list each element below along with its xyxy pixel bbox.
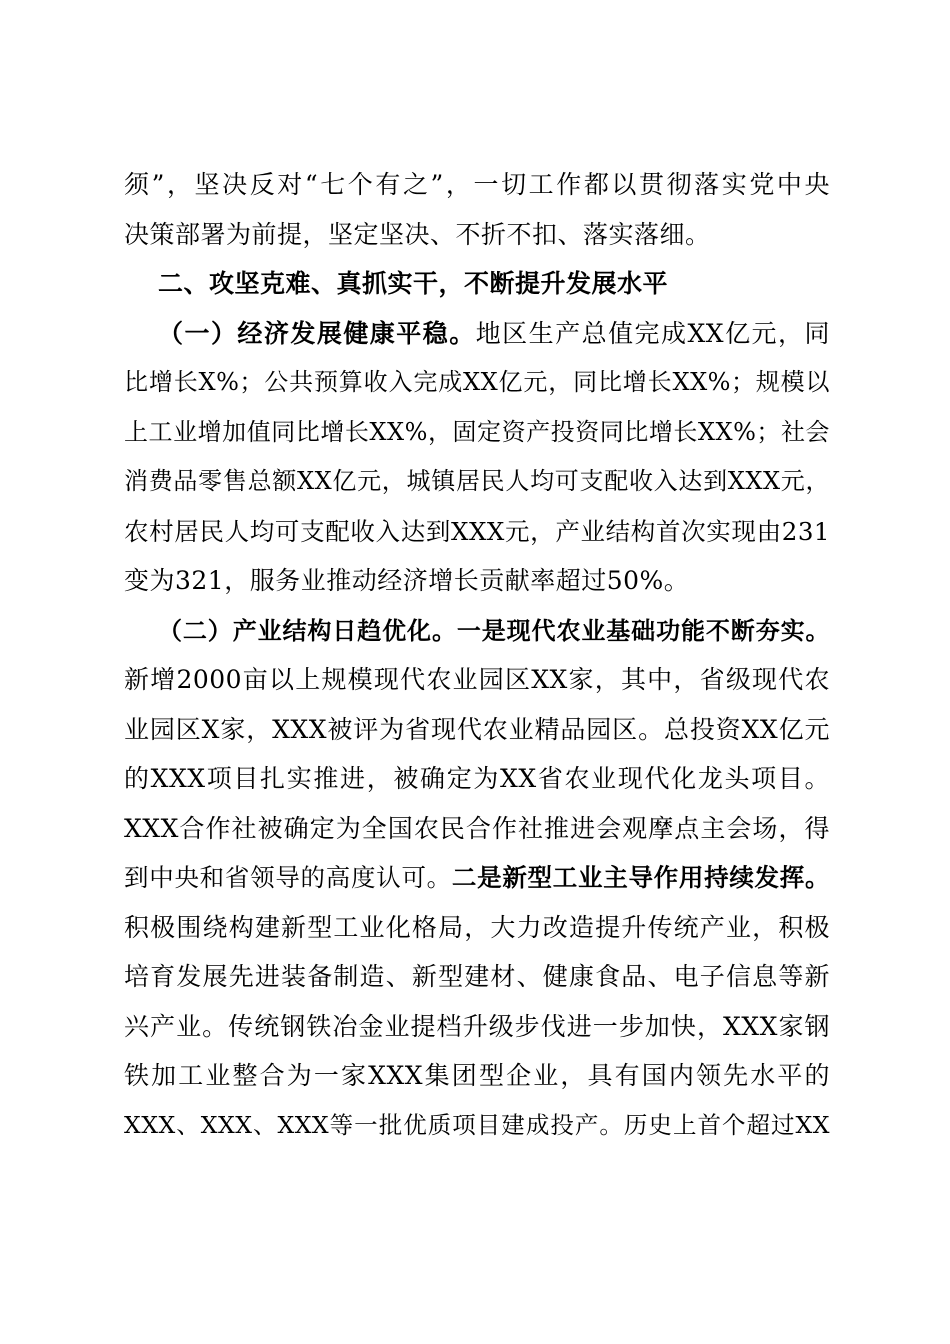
text: 兴产业。传统钢铁冶金业提档升级步伐进一步加快，XXX家钢 (124, 1011, 830, 1041)
subheading: （一）经济发展健康平稳。 (158, 318, 476, 348)
text-line (124, 853, 830, 903)
text-line (124, 507, 830, 557)
text: XXX合作社被确定为全国农民合作社推进会观摩点主会场，得 (124, 813, 830, 843)
text-line (124, 210, 830, 260)
text: 新增2000亩以上规模现代农业园区XX家，其中，省级现代农 (124, 665, 830, 694)
text-line (124, 309, 830, 359)
text: 积极围绕构建新型工业化格局，大力改造提升传统产业，积极 (124, 912, 830, 942)
text: 培育发展先进装备制造、新型建材、健康食品、电子信息等新 (124, 962, 830, 991)
text: 铁加工业整合为一家XXX集团型企业，具有国内领先水平的 (124, 1061, 830, 1090)
text-line (124, 754, 830, 804)
text: XXX、XXX、XXX等一批优质项目建成投产。历史上首个超过XX (124, 1110, 830, 1139)
text-line (124, 705, 830, 755)
text: 上工业增加值同比增长XX%，固定资产投资同比增长XX%；社会 (124, 417, 830, 446)
text: 到中央和省领导的高度认可。 (124, 863, 452, 892)
text: 变为321，服务业推动经济增长贡献率超过50%。 (124, 566, 690, 595)
text-line (124, 160, 830, 210)
text: 的XXX项目扎实推进，被确定为XX省农业现代化龙头项目。 (124, 764, 830, 793)
text: 地区生产总值完成XX亿元，同 (475, 318, 830, 348)
text-line (124, 1051, 830, 1101)
document-page (124, 160, 830, 1150)
subheading-line (124, 606, 830, 656)
text-line (124, 1101, 830, 1151)
text: 业园区X家，XXX被评为省现代农业精品园区。总投资XX亿元 (124, 714, 830, 744)
text-line (124, 556, 830, 606)
subheading: 二是新型工业主导作用持续发挥。 (451, 863, 831, 892)
text-line (124, 903, 830, 953)
text-line (124, 804, 830, 854)
text: 须”，坚决反对“七个有之”，一切工作都以贯彻落实党中央 (124, 170, 830, 199)
text: 消费品零售总额XX亿元，城镇居民人均可支配收入达到XXX元， (124, 467, 830, 495)
text-line (124, 655, 830, 705)
text-line (124, 1002, 830, 1052)
text: 二、攻坚克难、真抓实干，不断提升发展水平 (158, 269, 669, 298)
text: 决策部署为前提，坚定坚决、不折不扣、落实落细。 (124, 219, 711, 249)
text-line (124, 952, 830, 1002)
text-line (124, 358, 830, 408)
text: 农村居民人均可支配收入达到XXX元，产业结构首次实现由231 (124, 516, 830, 546)
subheading: （二）产业结构日趋优化。一是现代农业基础功能不断夯实。 (158, 615, 830, 645)
section-heading (124, 259, 830, 309)
text-line (124, 408, 830, 458)
text: 比增长X%；公共预算收入完成XX亿元，同比增长XX%；规模以 (124, 368, 830, 396)
text-line (124, 457, 830, 507)
